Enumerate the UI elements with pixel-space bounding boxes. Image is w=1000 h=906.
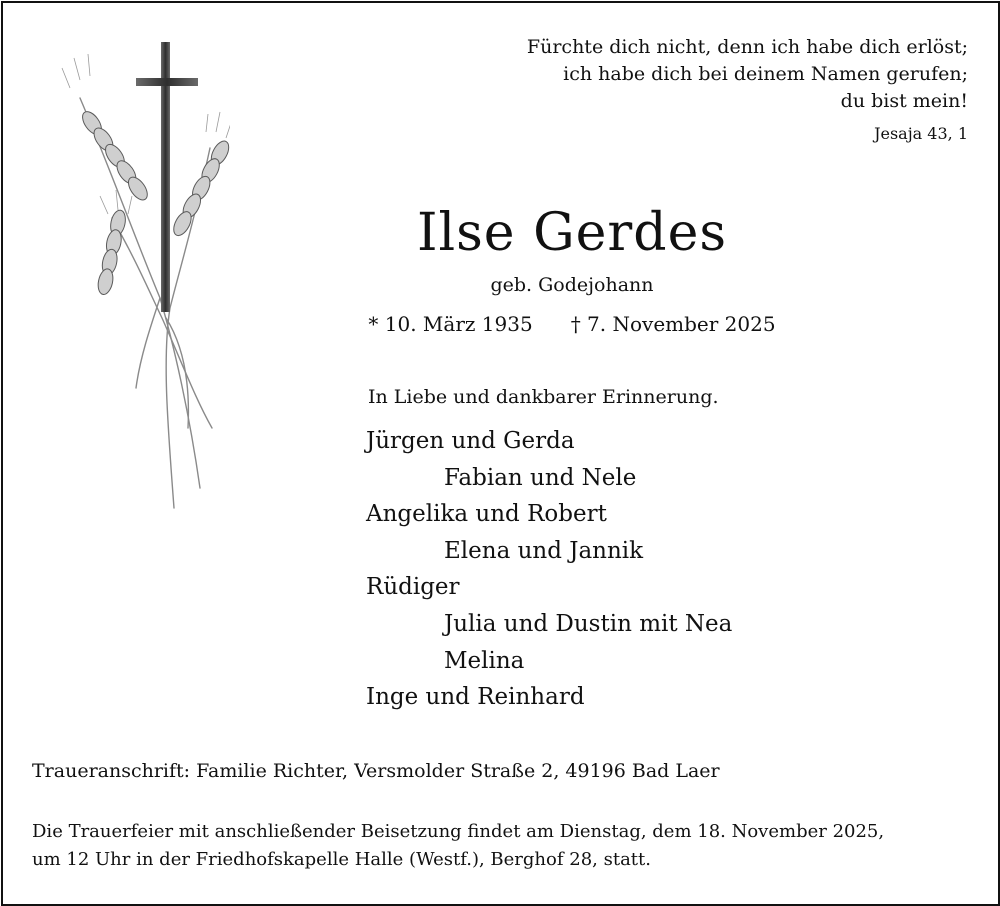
mourner-entry: Inge und Reinhard: [366, 684, 585, 711]
mourners-list: [366, 423, 732, 716]
deceased-name: Ilse Gerdes: [416, 203, 728, 263]
mourner-entry: Jürgen und Gerda: [366, 428, 575, 454]
mourner-entry: Elena und Jannik: [444, 537, 644, 564]
mourner-entry: Angelika und Robert: [366, 501, 607, 528]
funeral-notice: [32, 818, 884, 874]
birth-date: * 10. März 1935: [368, 312, 533, 336]
cross-with-wheat-icon: [40, 28, 230, 518]
funeral-notice-line: Die Trauerfeier mit anschließender Beisetzung findet am Dienstag, dem 18. November 2025,: [32, 821, 885, 842]
mourner-entry: Julia und Dustin mit Nea: [444, 610, 733, 637]
dedication-text: In Liebe und dankbarer Erinnerung.: [368, 386, 719, 408]
verse-line: du bist mein!: [840, 90, 968, 112]
life-dates: [322, 310, 822, 338]
mourner-entry: Fabian und Nele: [444, 464, 637, 491]
mourner-entry: Melina: [444, 647, 525, 674]
death-date: † 7. November 2025: [570, 312, 776, 336]
verse-line: ich habe dich bei deinem Namen gerufen;: [563, 63, 968, 85]
mourning-address: Traueranschrift: Familie Richter, Versmolder Straße 2, 49196 Bad Laer: [32, 760, 720, 782]
maiden-name: geb. Godejohann: [490, 274, 654, 296]
verse-reference: Jesaja 43, 1: [874, 124, 968, 143]
mourner-entry: Rüdiger: [366, 574, 460, 601]
verse-line: Fürchte dich nicht, denn ich habe dich erlöst;: [526, 36, 968, 58]
bible-verse: [408, 34, 968, 145]
funeral-notice-line: um 12 Uhr in der Friedhofskapelle Halle (Westf.), Berghof 28, statt.: [32, 849, 651, 870]
